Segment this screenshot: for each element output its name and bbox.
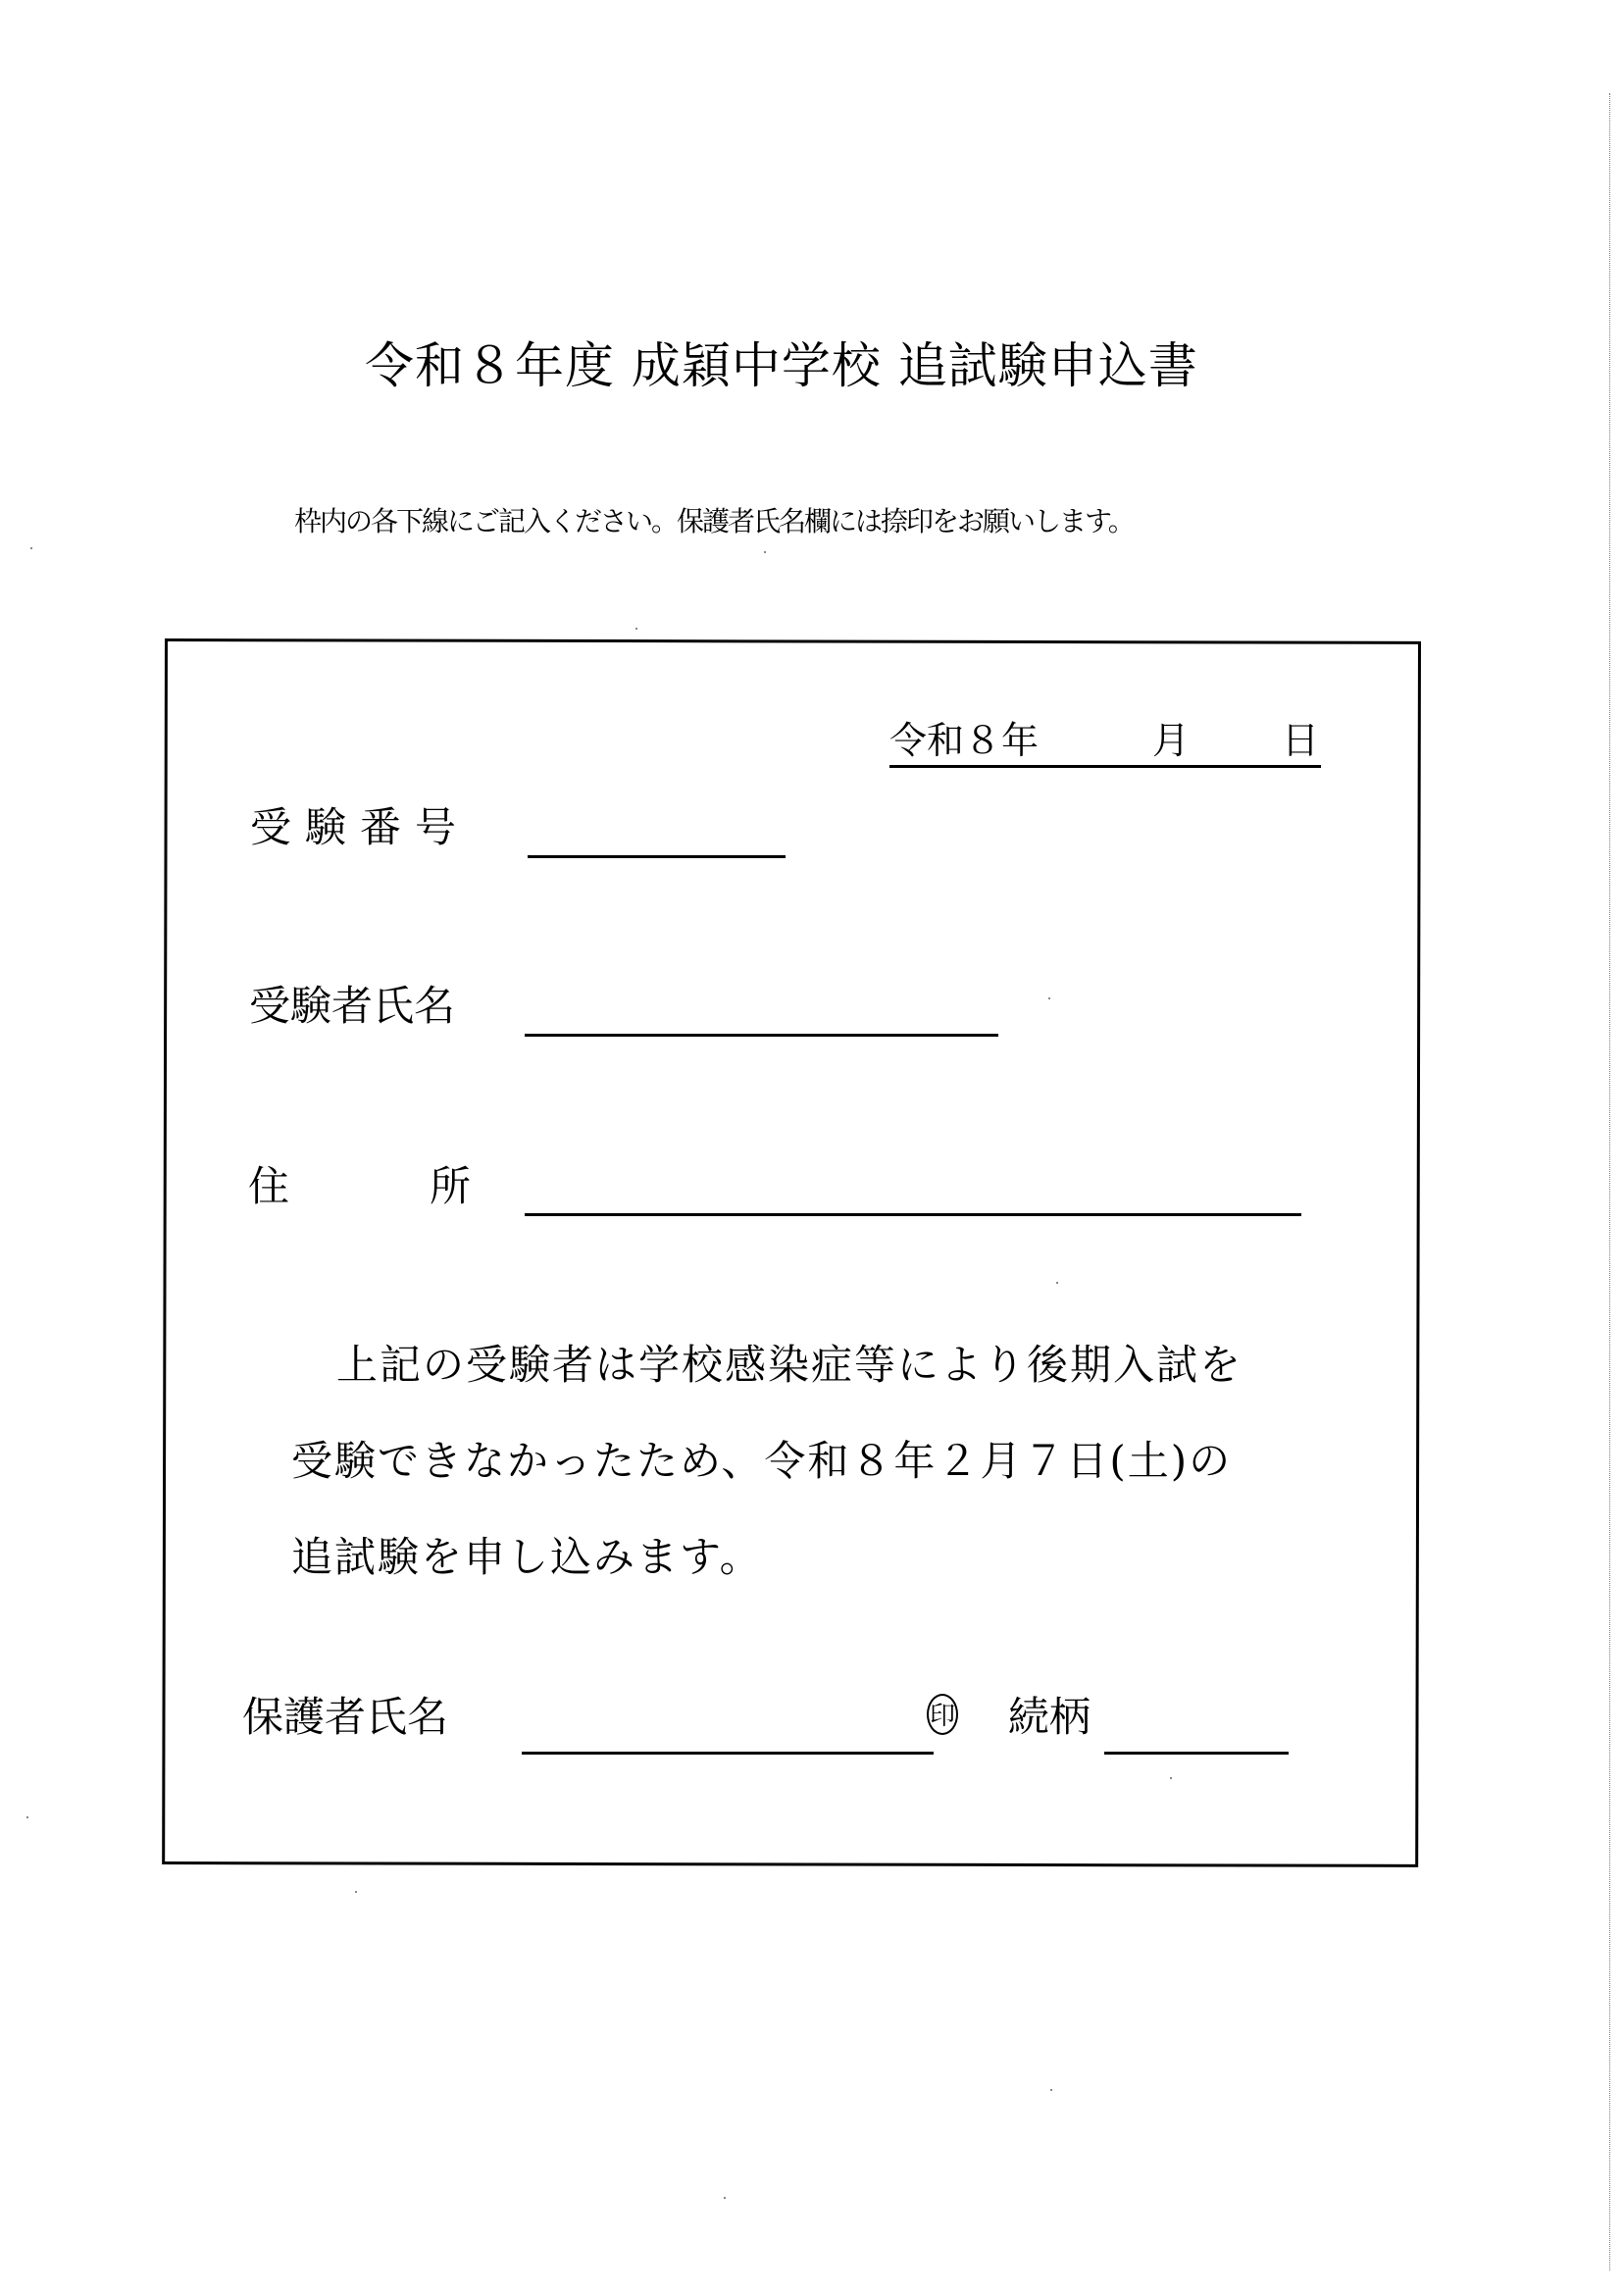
- scan-speck: [30, 547, 32, 549]
- date-era-year: 令和８年: [889, 719, 1040, 762]
- date-month-suffix: 月: [1152, 719, 1191, 762]
- date-day-suffix: 日: [1282, 719, 1320, 762]
- scan-speck: [1048, 997, 1050, 999]
- address-field[interactable]: [525, 1213, 1301, 1216]
- examinee-name-label: 受験者氏名: [249, 982, 456, 1030]
- scan-edge-artifact: [1609, 93, 1610, 2270]
- scan-speck: [1050, 2089, 1052, 2091]
- date-field[interactable]: [889, 717, 1321, 768]
- seal-stamp-icon: 印: [927, 1694, 958, 1735]
- guardian-name-field[interactable]: [522, 1752, 934, 1755]
- scan-speck: [724, 2197, 726, 2199]
- scan-speck: [355, 1891, 357, 1893]
- scan-speck: [1170, 1777, 1172, 1779]
- statement-line-2: 受験できなかったため、令和８年２月７日(土)の: [291, 1437, 1233, 1485]
- guardian-name-label: 保護者氏名: [242, 1693, 449, 1741]
- relationship-label: 続柄: [1008, 1693, 1091, 1741]
- scan-speck: [764, 551, 766, 553]
- exam-number-field[interactable]: [528, 855, 786, 858]
- exam-number-label: 受験番号: [250, 803, 471, 851]
- scan-speck: [1056, 1282, 1058, 1284]
- scan-speck: [26, 1816, 28, 1818]
- statement-line-1: 上記の受験者は学校感染症等により後期入試を: [336, 1341, 1243, 1389]
- statement-line-3: 追試験を申し込みます。: [291, 1533, 763, 1581]
- relationship-field[interactable]: [1104, 1752, 1289, 1755]
- examinee-name-field[interactable]: [525, 1034, 998, 1037]
- document-title: 令和８年度 成穎中学校 追試験申込書: [365, 337, 1198, 394]
- scan-speck: [635, 628, 637, 630]
- address-label-1: 住: [248, 1162, 290, 1210]
- instructions-text: 枠内の各下線にご記入ください。保護者氏名欄には捺印をお願いします。: [294, 505, 1134, 537]
- address-label-2: 所: [430, 1162, 472, 1210]
